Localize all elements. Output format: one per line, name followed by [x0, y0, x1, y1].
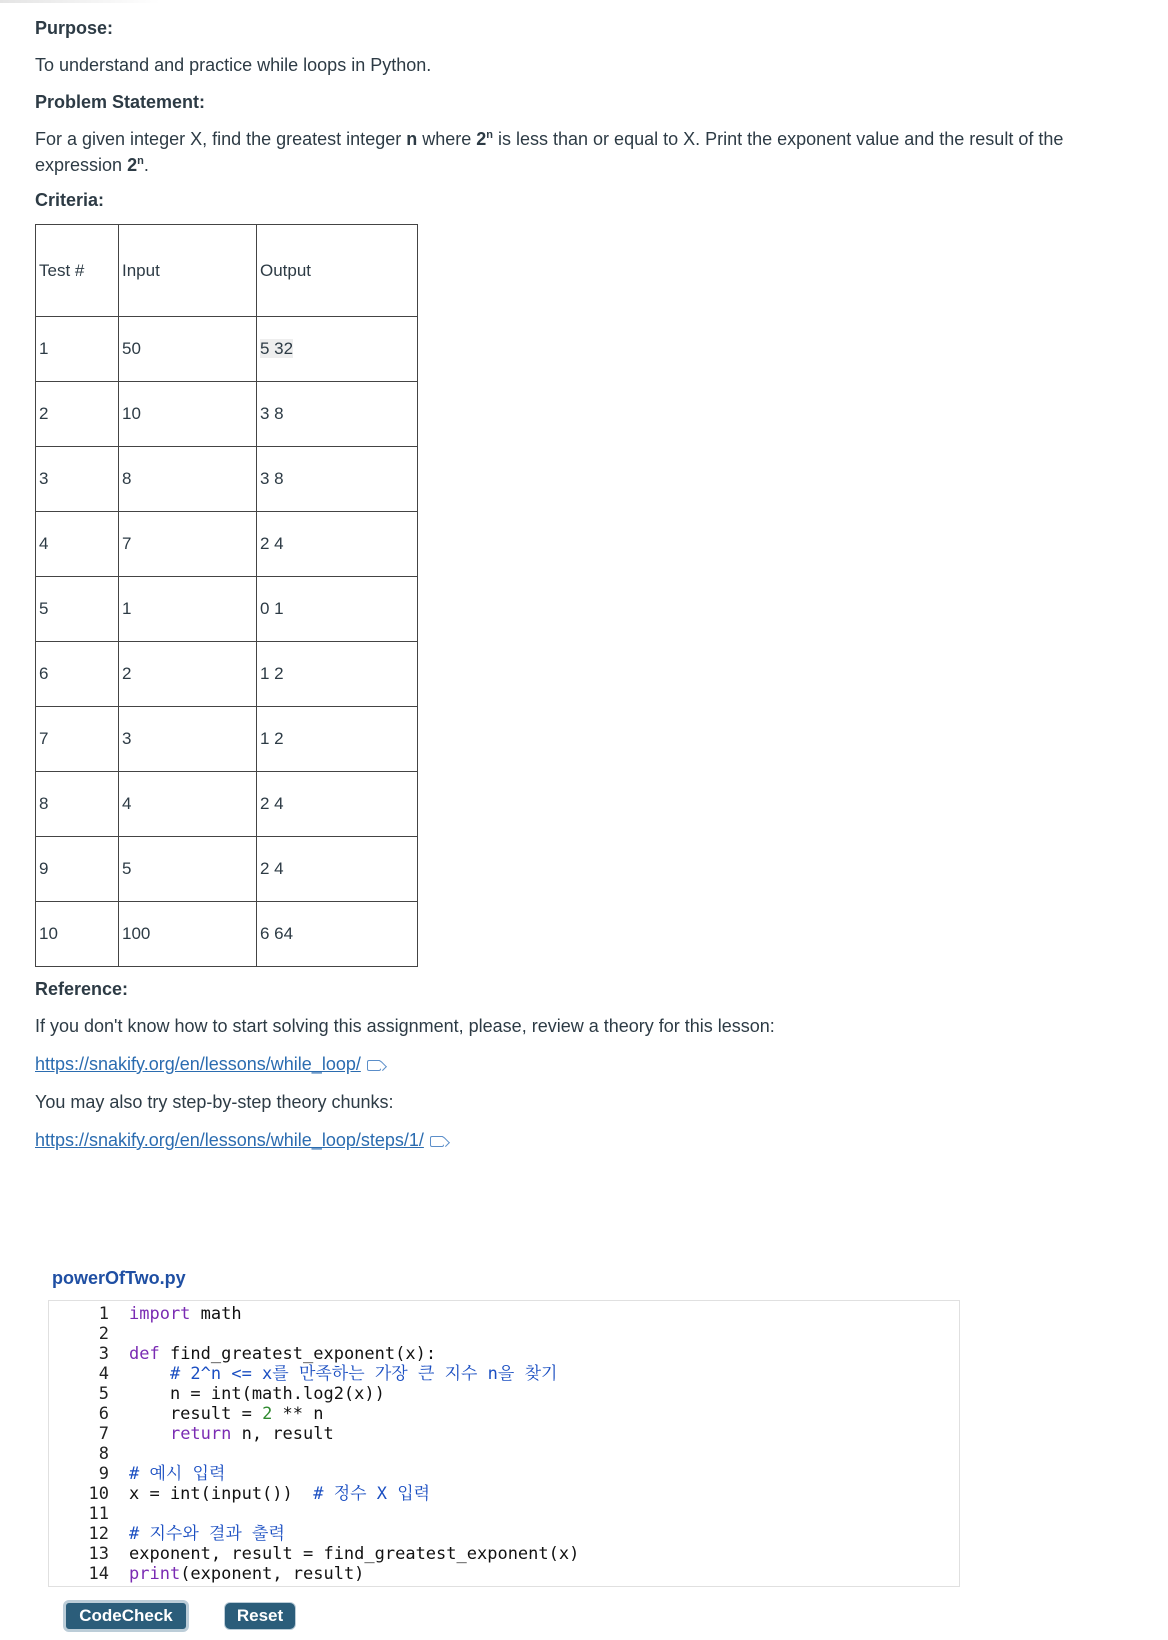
- table-cell: 10: [36, 902, 119, 967]
- line-number: 2: [98, 1324, 109, 1344]
- highlighted-output: 5 32: [260, 339, 294, 358]
- code-line: [49, 1504, 129, 1524]
- external-link-icon: [367, 1060, 381, 1071]
- code-line: [49, 1544, 579, 1564]
- table-row: [36, 902, 418, 967]
- table-cell: 9: [36, 837, 119, 902]
- code-line: [49, 1524, 285, 1544]
- code-line: [49, 1564, 364, 1584]
- table-cell: 6: [36, 642, 119, 707]
- criteria-label: Criteria:: [35, 190, 105, 210]
- table-header: Input: [119, 225, 257, 317]
- table-cell: 10: [119, 382, 257, 447]
- table-header: Test #: [36, 225, 119, 317]
- code-line: [49, 1364, 557, 1384]
- table-cell: 7: [36, 707, 119, 772]
- line-number: 3: [98, 1344, 109, 1364]
- table-row: [36, 577, 418, 642]
- top-shadow: [0, 0, 160, 3]
- code-line: [49, 1404, 324, 1424]
- code-text: def find_greatest_exponent(x):: [129, 1344, 437, 1364]
- code-text: return n, result: [169, 1424, 334, 1444]
- table-cell: 2: [36, 382, 119, 447]
- code-text: result = 2 ** n: [129, 1404, 324, 1424]
- line-number: 9: [98, 1464, 109, 1484]
- problem-text: For a given integer X, find the greatest integer n where 2$^n$ is less than or equal to X. Print the exponent value and the result of the expression 2$^n$.: [35, 129, 1064, 175]
- table-cell: 4: [36, 512, 119, 577]
- code-filename: powerOfTwo.py: [52, 1268, 186, 1288]
- code-text: n = int(math.log2(x)): [129, 1384, 385, 1404]
- codecheck-button[interactable]: CodeCheck: [63, 1600, 189, 1632]
- table-cell: 1: [119, 577, 257, 642]
- table-cell: 100: [119, 902, 257, 967]
- problem-label: Problem Statement:: [35, 92, 206, 112]
- table-cell: 8: [36, 772, 119, 837]
- line-number: 14: [88, 1564, 109, 1584]
- table-row: [36, 772, 418, 837]
- code-text: # 2^n <= x를 만족하는 가장 큰 지수 n을 찾기: [129, 1364, 558, 1384]
- code-text: # 예시 입력: [129, 1464, 226, 1484]
- reference-text: If you don't know how to start solving this assignment, please, review a theory for this lesson:: [35, 1016, 775, 1036]
- code-line: [49, 1484, 430, 1504]
- code-text: # 지수와 결과 출력: [129, 1524, 285, 1544]
- line-number: 1: [98, 1304, 109, 1324]
- steps-link[interactable]: https://snakify.org/en/lessons/while_loop/steps/1/: [35, 1130, 424, 1150]
- table-cell: [257, 317, 418, 382]
- code-text: exponent, result = find_greatest_exponent(x): [129, 1544, 580, 1564]
- line-number: 6: [98, 1404, 109, 1424]
- reference-label: Reference:: [35, 979, 129, 999]
- table-cell: 5: [119, 837, 257, 902]
- link1-paragraph: [35, 1051, 1075, 1077]
- table-row: [36, 447, 418, 512]
- table-cell: 1 2: [257, 707, 418, 772]
- code-text: print(exponent, result): [129, 1564, 365, 1584]
- reset-button[interactable]: Reset: [224, 1602, 296, 1630]
- table-header: Output: [257, 225, 418, 317]
- table-row: [36, 317, 418, 382]
- line-number: 13: [88, 1544, 109, 1564]
- table-cell: 0 1: [257, 577, 418, 642]
- link2-paragraph: [35, 1127, 1075, 1153]
- line-number: 10: [88, 1484, 109, 1504]
- table-cell: 8: [119, 447, 257, 512]
- table-row: [36, 642, 418, 707]
- steps-text: You may also try step-by-step theory chunks:: [35, 1092, 394, 1112]
- table-row: [36, 512, 418, 577]
- table-cell: 7: [119, 512, 257, 577]
- table-cell: 4: [119, 772, 257, 837]
- table-cell: 2 4: [257, 512, 418, 577]
- table-cell: 2 4: [257, 837, 418, 902]
- line-number: 8: [98, 1444, 109, 1464]
- code-line: [49, 1304, 242, 1324]
- table-header-row: [36, 225, 418, 317]
- code-line: [49, 1324, 129, 1344]
- table-cell: 1 2: [257, 642, 418, 707]
- line-number: 11: [88, 1504, 109, 1524]
- table-cell: 3: [119, 707, 257, 772]
- table-cell: 3 8: [257, 447, 418, 512]
- table-cell: 3: [36, 447, 119, 512]
- criteria-table: [35, 224, 418, 967]
- code-line: [49, 1424, 334, 1444]
- table-row: [36, 837, 418, 902]
- table-cell: 1: [36, 317, 119, 382]
- code-line: [49, 1384, 385, 1404]
- table-cell: 50: [119, 317, 257, 382]
- table-cell: 2 4: [257, 772, 418, 837]
- assignment-content: [35, 16, 1075, 1153]
- code-line: [49, 1344, 436, 1364]
- table-cell: 5: [36, 577, 119, 642]
- external-link-icon: [430, 1136, 444, 1147]
- code-line: [49, 1444, 129, 1464]
- line-number: 5: [98, 1384, 109, 1404]
- table-row: [36, 707, 418, 772]
- line-number: 4: [98, 1364, 109, 1384]
- table-cell: 3 8: [257, 382, 418, 447]
- code-text: x = int(input()) # 정수 X 입력: [129, 1484, 431, 1504]
- table-cell: 2: [119, 642, 257, 707]
- purpose-label: Purpose:: [35, 18, 114, 38]
- purpose-text: To understand and practice while loops in Python.: [35, 55, 432, 75]
- code-editor[interactable]: [48, 1300, 960, 1587]
- table-cell: 6 64: [257, 902, 418, 967]
- table-row: [36, 382, 418, 447]
- lesson-link[interactable]: https://snakify.org/en/lessons/while_loop/: [35, 1054, 361, 1074]
- line-number: 7: [98, 1424, 109, 1444]
- code-line: [49, 1464, 225, 1484]
- line-number: 12: [88, 1524, 109, 1544]
- code-text: import math: [129, 1304, 242, 1324]
